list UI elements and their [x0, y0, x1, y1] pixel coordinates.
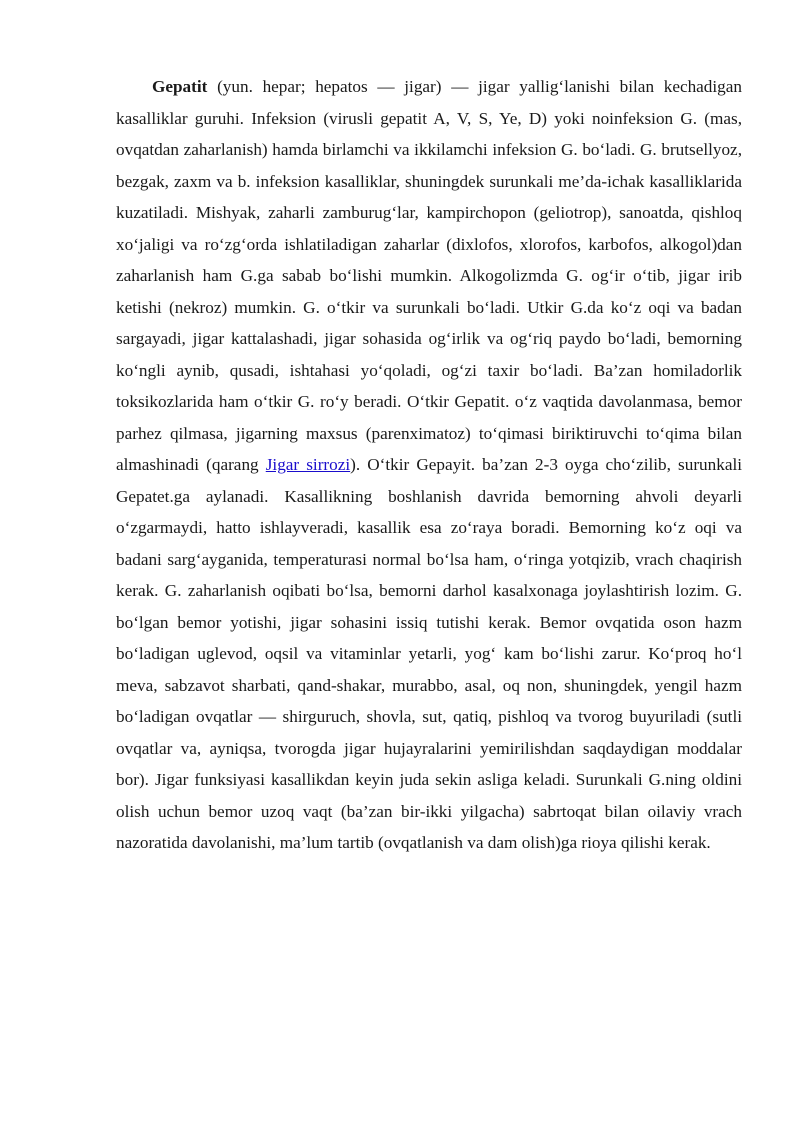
jigar-sirrozi-link[interactable]: Jigar sirrozi	[265, 455, 351, 474]
article-term: Gepatit	[152, 77, 208, 96]
article-text-part2: ). O‘tkir Gepayit. ba’zan 2-3 oyga cho‘zilib, surunkali Gepatet.ga aylanadi. Kasallikning boshlanish davrida bemorning ahvoli deyarli o‘zgarmaydi, hatto ishlayveradi, kasallik esa zo‘raya boradi. Bemorning ko‘z oqi va badani sarg‘ayganida, temperaturasi normal bo‘lsa ham, o‘ringa yotqizib, vrach chaqirish kerak. G. zaharlanish oqibati bo‘lsa, bemorni darhol kasalxonaga joylashtirish lozim. G. bo‘lgan bemor yotishi, jigar sohasini issiq tutishi kerak. Bemor ovqatida oson hazm bo‘ladigan uglevod, oqsil va vitaminlar yetarli, yog‘ kam bo‘lishi zarur. Ko‘proq ho‘l meva, sabzavot sharbati, qand-shakar, murabbo, asal, oq non, shuningdek, yengil hazm bo‘ladigan ovqatlar — shirguruch, shovla, sut, qatiq, pishloq va tvorog buyuriladi (sutli ovqatlar va, ayniqsa, tvorogda jigar hujayralarini yemirilishdan saqdaydigan moddalar bor). Jigar funksiyasi kasallikdan keyin juda sekin asliga keladi. Surunkali G.ning oldini olish uchun bemor uzoq vaqt (ba’zan bir-ikki yilgacha) sabrtoqat bilan oilaviy vrach nazoratida davolanishi, ma’lum tartib (ovqatlanish va dam olish)ga rioya qilishi kerak.	[116, 455, 742, 852]
article-paragraph	[116, 71, 742, 859]
article-text-part1: (yun. hepar; hepatos — jigar) — jigar yallig‘lanishi bilan kechadigan kasalliklar guruhi. Infeksion (virusli gepatit A, V, S, Ye, D) yoki noinfeksion G. (mas, ovqatdan zaharlanish) hamda birlamchi va ikkilamchi infeksion G. bo‘ladi. G. brutsellyoz, bezgak, zaxm va b. infeksion kasalliklar, shuningdek surunkali me’da-ichak kasalliklarida kuzatiladi. Mishyak, zaharli zamburug‘lar, kampirchopon (geliotrop), sanoatda, qishloq xo‘jaligi va ro‘zg‘orda ishlatiladigan zaharlar (dixlofos, xlorofos, karbofos, alkogol)dan zaharlanish ham G.ga sabab bo‘lishi mumkin. Alkogolizmda G. og‘ir o‘tib, jigar irib ketishi (nekroz) mumkin. G. o‘tkir va surunkali bo‘ladi. Utkir G.da ko‘z oqi va badan sargayadi, jigar kattalashadi, jigar sohasida og‘irlik va og‘riq paydo bo‘ladi, bemorning ko‘ngli aynib, qusadi, ishtahasi yo‘qoladi, og‘zi taxir bo‘ladi. Ba’zan homiladorlik toksikozlarida ham o‘tkir G. ro‘y beradi. O‘tkir Gepatit. o‘z vaqtida davolanmasa, bemor parhez qilmasa, jigarning maxsus (parenximatoz) to‘qimasi biriktiruvchi to‘qima bilan almashinadi (qarang	[116, 77, 742, 474]
